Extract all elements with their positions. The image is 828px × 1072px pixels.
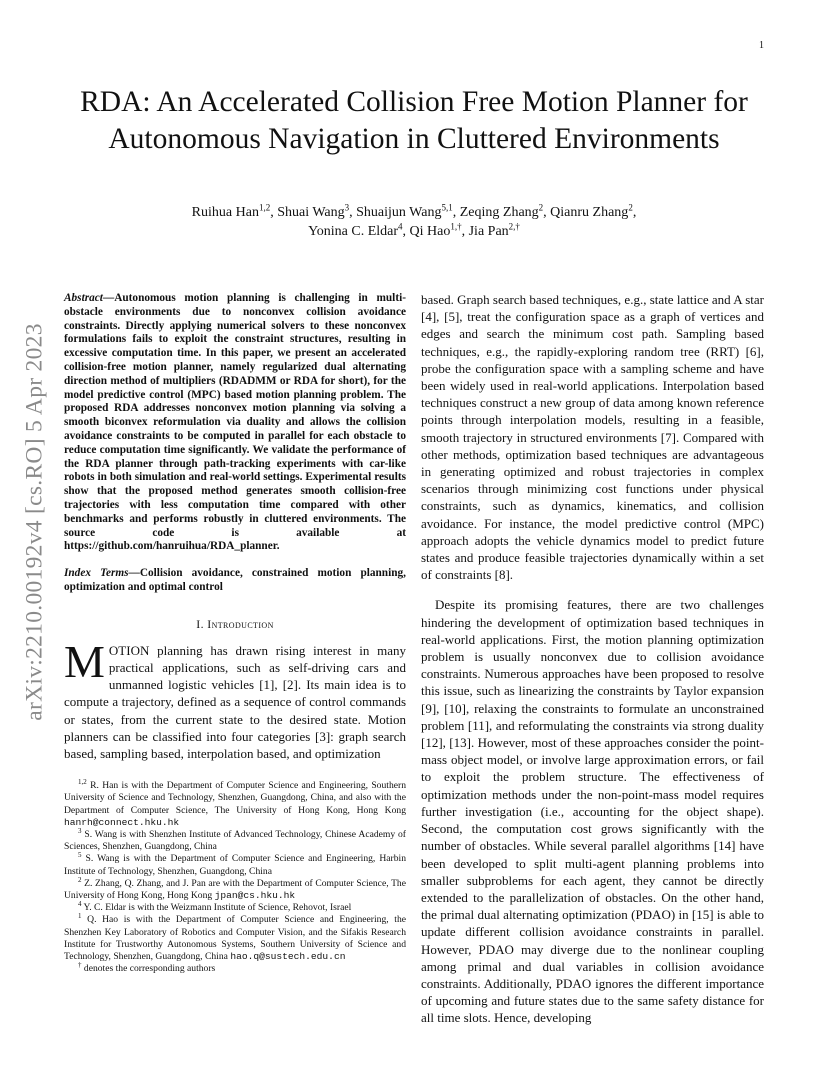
footnote-mark: 2 xyxy=(78,875,82,884)
footnote-email: hanrh@connect.hku.hk xyxy=(64,816,180,828)
footnote-text: S. Wang is with Shenzhen Institute of Advanced Technology, Chinese Academy of Sciences, Shenzhen, Guangdong, China xyxy=(64,828,407,853)
abstract xyxy=(64,292,406,554)
author-affil: 3 xyxy=(344,202,350,213)
author-name: Ruihua Han xyxy=(191,205,259,220)
author-name: Jia Pan xyxy=(468,224,509,239)
intro-text: OTION planning has drawn rising interest in many practical applications, such as self-driving cars and unmanned logistic vehicles [1], [2]. Its main idea is to compute a trajectory, defined as a sequence of control commands or states, from the current state to the desired state. Motion planners can be classified into four categories [3]: graph search based, sampling based, interpolation based, and optimization xyxy=(64,642,406,761)
footnote-mark: 5 xyxy=(78,851,82,860)
footnote-mark: 4 xyxy=(78,900,82,908)
author-affil: 1,2 xyxy=(258,202,271,213)
page-number: 1 xyxy=(759,40,764,51)
footnote xyxy=(64,914,406,963)
body-paragraph: based. Graph search based techniques, e.g., state lattice and A star [4], [5], treat the configuration space as a graph of vertices and edges and search the minimum cost path. Sampling based techniques, e.g., the rapidly-exploring random tree (RRT) [6], probe the configuration space with a sampling scheme and have been widely used in real-world applications. Interpolation based techniques construct a new group of data among known reference points through interpolation models, resulting in a feasible, smooth trajectory in structured environments [7]. Compared with other methods, optimization based techniques are advantageous in generating optimized and robust trajectories in complex scenarios through minimizing cost functions under physical constraints, such as dynamics, kinematics, and collision avoidance. For instance, the model predictive control (MPC) approach adopts the vehicle dynamics model to predict future states and produce feasible trajectories dynamically within a set of constraints [8]. xyxy=(421,292,764,583)
index-terms-lead: Index Terms xyxy=(64,567,129,580)
footnote xyxy=(64,875,406,902)
author-name: Shuaijun Wang xyxy=(356,205,442,220)
author-name: Yonina C. Eldar xyxy=(308,224,399,239)
arxiv-stamp xyxy=(20,293,50,751)
section-heading: I. Introduction xyxy=(196,616,274,631)
author-affil: 2 xyxy=(628,202,633,213)
abstract-lead: Abstract xyxy=(64,292,103,304)
drop-cap: M xyxy=(64,635,105,687)
paper-title: RDA: An Accelerated Collision Free Motion Planner for Autonomous Navigation in Cluttered Environments xyxy=(80,86,748,155)
footnote-text: denotes the corresponding authors xyxy=(83,963,216,975)
footnote-text: Y. C. Eldar is with the Weizmann Institute of Science, Rehovot, Israel xyxy=(83,902,352,914)
author-affil: 4 xyxy=(398,221,403,232)
index-terms-text: —Collision avoidance, constrained motion planning, optimization and optimal control xyxy=(64,567,406,593)
abstract-text: —Autonomous motion planning is challenging in multi-obstacle environments due to nonconvex collision avoidance constraints. Directly applying numerical solvers to these nonconvex formulations fails to exploit the constraint structures, resulting in excessive computation time. In this paper, we present an accelerated collision-free motion planner, namely regularized dual alternating direction method of multipliers (RDADMM or RDA for short), for the model predictive control (MPC) based motion planning problem. The proposed RDA addresses nonconvex motion planning via solving a smooth biconvex reformulation via duality and allows the collision avoidance constraints to be computed in parallel for each obstacle to reduce computation time significantly. We validate the performance of the RDA planner through path-tracking experiments with car-like robots in both simulation and real-world settings. Experimental results show that the proposed method generates smooth collision-free trajectories with less computation time compared with other benchmarks and performs robustly in cluttered environments. The source code is available at https://github.com/hanruihua/RDA_planner. xyxy=(64,292,406,553)
body-paragraph: Despite its promising features, there are two challenges hindering the development of optimization based techniques in real-world applications. First, the motion planning optimization problem is usually nonconvex due to collision avoidance constraints. Numerous approaches have been proposed to resolve this issue, such as linearizing the constraints by Taylor expansion [9], [10], relaxing the constraints to formulate an unconstrained problem [11], and reformulating the constraints via strong duality [12], [13]. However, most of these approaches consider the point-mass object model, or involve large approximation errors, or fail to exploit the problem structure. The effectiveness of optimization methods under the non-point-mass model requires further investigation (i.e., accounting for the object shape). Second, the computation cost grows significantly with the number of obstacles. While several parallel algorithms [14] have been developed to split multi-agent planning problems into smaller subproblems for each agent, they cannot be directly extended to the parallelization of obstacles. On the other hand, the primal dual alternating optimization (PDAO) in [15] is able to update different collision avoidance constraints in parallel. However, PDAO may diverge due to the nonlinear coupling among primal and dual variables in collision avoidance constraints. Additionally, PDAO ignores the different importance of upcoming and future states due to the same safety distance for all time slots. Hence, developing xyxy=(421,597,764,1026)
arxiv-stamp-text: arXiv:2210.00192v4 [cs.RO] 5 Apr 2023 xyxy=(21,323,48,721)
footnote-mark: 3 xyxy=(78,826,82,835)
footnotes xyxy=(64,777,407,975)
author-name: Qi Hao xyxy=(409,224,451,239)
footnote xyxy=(64,826,407,853)
author-name: Qianru Zhang xyxy=(550,205,629,220)
footnote-mark: † xyxy=(78,961,82,970)
right-column xyxy=(421,291,764,1027)
footnote-mark: 1 xyxy=(78,912,82,921)
footnote-text: R. Han is with the Department of Computer Science and Engineering, Southern University of Science and Technology, Shenzhen, Guangdong, China, and also with the Department of Computer Science, The University of Hong Kong, Hong Kong xyxy=(64,780,406,816)
footnote xyxy=(64,853,406,877)
author-name: Zeqing Zhang xyxy=(459,205,539,220)
footnote-email: hao.q@sustech.edu.cn xyxy=(230,951,346,962)
footnote-text: S. Wang is with the Department of Computer Science and Engineering, Harbin Institute of Technology, Shenzhen, Guangdong, China xyxy=(64,853,406,877)
footnote-text: Q. Hao is with the Department of Computer Science and Engineering, the Shenzhen Key Laboratory of Robotics and Computer Vision, and the Sifakis Research Institute for Trustworthy Autonomous Systems, Southern University of Science and Technology, Shenzhen, Guangdong, China xyxy=(64,914,406,962)
footnote xyxy=(64,963,406,975)
author-affil: 5,1 xyxy=(441,202,453,213)
author-name: Shuai Wang xyxy=(277,205,345,220)
footnote-email: jpan@cs.hku.hk xyxy=(214,889,296,901)
footnote xyxy=(64,902,406,914)
left-column xyxy=(64,292,406,975)
footnote xyxy=(64,777,406,829)
author-affil: 2,† xyxy=(508,221,520,232)
index-terms xyxy=(64,567,406,595)
author-affil: 2 xyxy=(538,202,544,213)
footnote-mark: 1,2 xyxy=(78,777,87,786)
author-list: Ruihua Han$^{1,2}$, Shuai Wang$^3$, Shuaijun Wang$^{5,1}$, Zeqing Zhang$^2$, Qianru Zhang$^2$, Yonina C. Eldar$^4$, Qi Hao$^{1,\dagger}$, Jia Pan$^{2,\dagger}$ xyxy=(191,202,637,239)
footnote-text: Z. Zhang, Q. Zhang, and J. Pan are with the Department of Computer Science, The University of Hong Kong, Hong Kong xyxy=(64,877,406,901)
intro-paragraph xyxy=(64,635,406,762)
author-affil: 1,† xyxy=(450,221,462,232)
